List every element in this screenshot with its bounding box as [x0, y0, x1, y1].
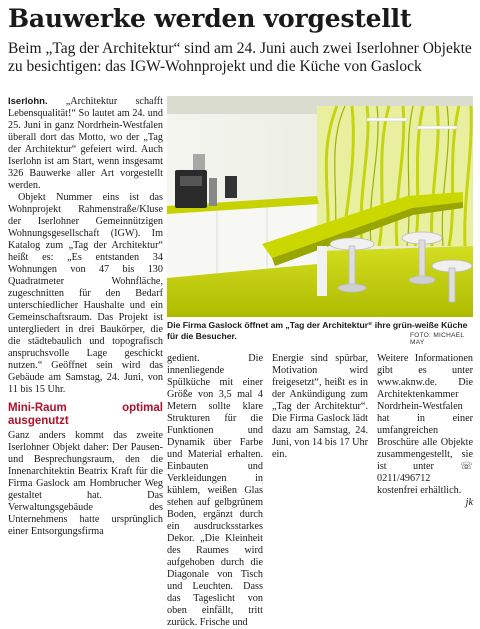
- intro-paragraph: [8, 96, 163, 192]
- invitation-paragraph: Energie sind spürbar, Motivation wird freigesetzt“, heißt es in der Ankündigung zum „Tag der Architektur“. Die Firma Gaslock lädt dazu am Samstag, 24. Juni, von 14 bis 17 Uhr ein.: [272, 353, 368, 460]
- photo-credit: FOTO: MICHAEL MAY: [410, 332, 465, 346]
- gaslock-paragraph: Ganz anders kommt das zweite Iserlohner Objekt daher: Der Pausen- und Besprechungsraum, den die Innenarchitektin Beatrix Kraft für die Firma Gaslock am Hombrucher Weg gestaltet hat. Das Verwaltungsgebäude des Unternehmens hatte ursprünglich einer Entsorgungsfirma: [8, 430, 163, 537]
- igw-paragraph: Objekt Nummer eins ist das Wohnprojekt Rahmenstraße/Kluse der Iserlohner Gemeinnützigen Wohnungsgesellschaft (IGW). Im Katalog zum „Tag der Architektur“ heißt es: „Es entstanden 34 Wohnungen von 47 bis 130 Quadratmeter Wohnfläche, zugeschnitten für den Bedarf unterschiedlicher Haushalte und ein Gemeinschaftsraum. Das Projekt ist untergliedert in drei Baukörper, die die städtebaulich und topografisch anspruchsvolle Lage geschickt nutzen.“ Geöffnet sein wird das Gebäude am Samstag, 24. Juni, von 11 bis 15 Uhr.: [8, 192, 163, 395]
- intro-text: „Architektur schafft Lebensqualität!“ So lautet am 24. und 25. Juni in ganz Nordrhein-Westfalen überall dort das Motto, wo der „Tag der Architektur“ gefeiert wird. Auch Iserlohn ist am Start, wenn insgesamt 326 Bauwerke aller Art vorgestellt werden.: [8, 96, 163, 191]
- subheadline-line-2: zu besichtigen: das IGW-Wohnprojekt und die Küche von Gaslock: [8, 58, 422, 75]
- info-paragraph: Weitere Informationen gibt es unter www.aknw.de. Die Architektenkammer Nordrhein-Westfalen hat in einer umfangreichen Broschüre alle Objekte zusammengestellt, sie ist unter ☏ 0211/496712 kostenfrei erhältlich.: [377, 353, 473, 496]
- subheadline-line-1: Beim „Tag der Architektur“ sind am 24. Juni auch zwei Iserlohner Objekte: [8, 40, 472, 57]
- section-subheading: Mini-Raum optimal ausgenutzt: [8, 402, 163, 427]
- text-column-2: [167, 353, 263, 629]
- text-column-4: [377, 353, 473, 509]
- photo-caption: Die Firma Gaslock öffnet am „Tag der Architektur“ ihre grün-weiße Küche für die Besucher.: [167, 320, 468, 341]
- kitchen-photo: [167, 96, 473, 317]
- author-signature: jk: [465, 497, 473, 508]
- text-column-3: [272, 353, 368, 461]
- headline: Bauwerke werden vorgestellt: [8, 4, 412, 33]
- text-column-1: [8, 96, 163, 538]
- kitchen-illustration: [167, 96, 473, 317]
- kitchen-paragraph: gedient. Die innenliegende Spülküche mit einer Größe von 3,5 mal 4 Metern sollte klare Strukturen für die Funktionen und Dynamik über Farbe und Material erhalten. Einbauten und Verkleidungen in kühlem, weißen Glas stehen auf gelbgrünem Boden, ergänzt durch ein ausdrucksstarkes Dekor. „Die Kleinheit des Raumes wird aufgehoben durch die Diagonale von Tisch und Leuchten. Dass das Tageslicht von oben einfällt, tritt zurück. Frische und: [167, 353, 263, 628]
- subheadline: [8, 40, 474, 76]
- dateline: Iserlohn.: [8, 96, 48, 107]
